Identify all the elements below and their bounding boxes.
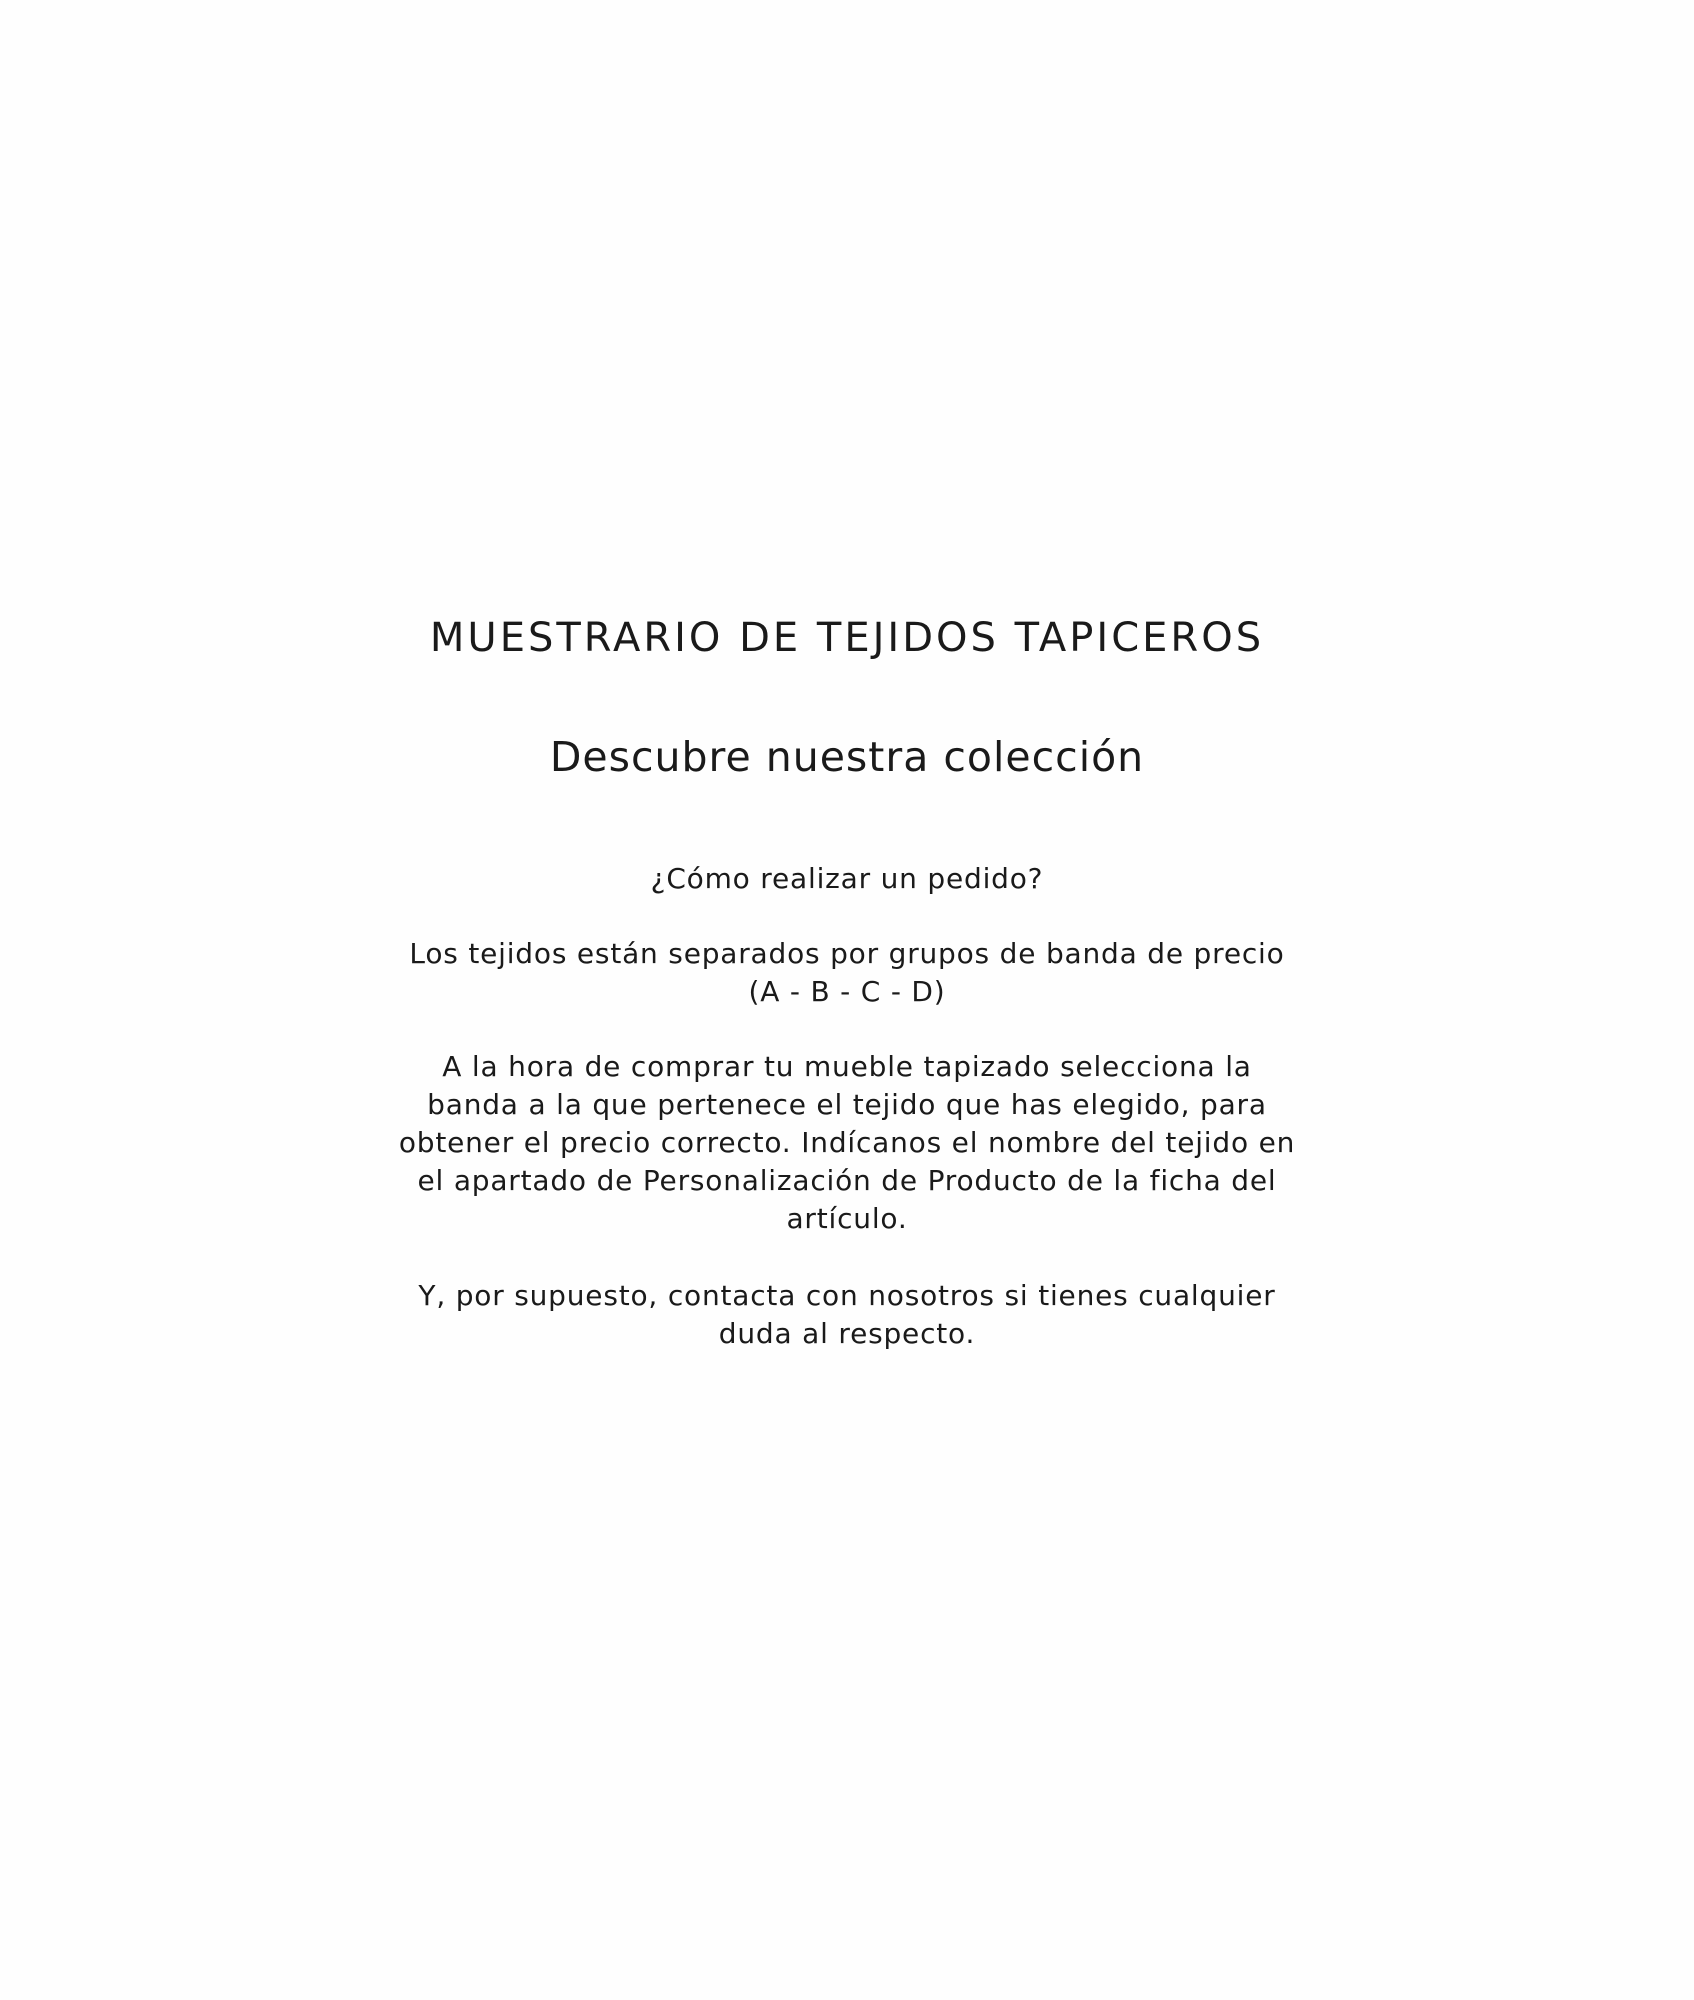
page-title: MUESTRARIO DE TEJIDOS TAPICEROS	[429, 615, 1265, 661]
contact-paragraph: Y, por supuesto, contacta con nosotros si tienes cualquier duda al respecto.	[418, 1279, 1276, 1350]
order-question-heading: ¿Cómo realizar un pedido?	[650, 862, 1044, 895]
page-subtitle: Descubre nuestra colección	[549, 733, 1145, 781]
order-instructions-paragraph: A la hora de comprar tu mueble tapizado selecciona la banda a la que pertenece el tejido que has elegido, para obtener el precio correcto. Indícanos el nombre del tejido en el apartado de Personalización de Producto de la ficha del artículo.	[398, 1050, 1296, 1235]
price-bands-paragraph: Los tejidos están separados por grupos de banda de precio (A - B - C - D)	[409, 937, 1285, 1008]
